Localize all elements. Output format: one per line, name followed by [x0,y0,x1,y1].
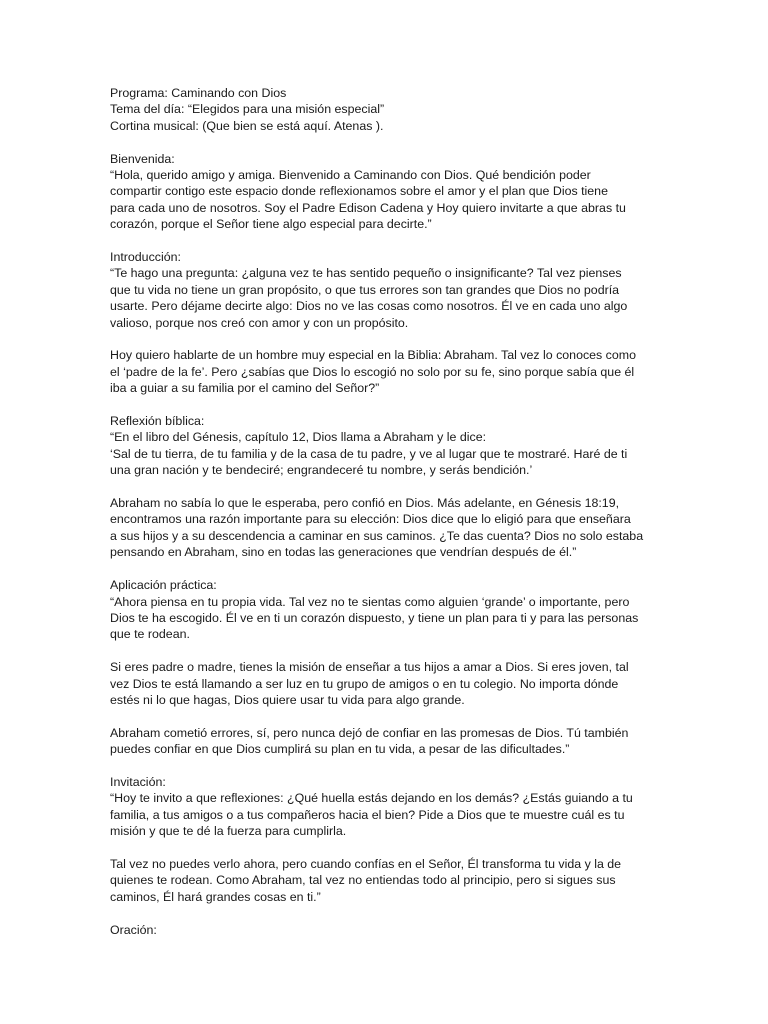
paragraph-line: vez Dios te está llamando a ser luz en tu grupo de amigos o en tu colegio. No importa dónde [110,676,619,691]
paragraph-line: Si eres padre o madre, tienes la misión de enseñar a tus hijos a amar a Dios. Si eres joven, tal [110,660,629,675]
document-page [110,85,662,938]
paragraph-line: iba a guiar a su familia por el camino del Señor?” [110,381,380,396]
paragraph-line: encontramos una razón importante para su elección: Dios dice que lo eligió para que enseñara [110,512,631,527]
paragraph-line: el ‘padre de la fe’. Pero ¿sabías que Dios lo escogió no solo por su fe, sino porque sabía que él [110,364,635,379]
paragraph-line: pensando en Abraham, sino en todas las generaciones que vendrían después de él.” [110,545,577,560]
paragraph-line: valioso, porque nos creó con amor y con un propósito. [110,315,409,330]
paragraph-line: compartir contigo este espacio donde reflexionamos sobre el amor y el plan que Dios tiene [110,184,608,199]
paragraph-line: “En el libro del Génesis, capítulo 12, Dios llama a Abraham y le dice: [110,430,487,445]
spacer [110,905,662,921]
paragraph-line: una gran nación y te bendeciré; engrandeceré tu nombre, y serás bendición.’ [110,463,533,478]
paragraph-line: ‘Sal de tu tierra, de tu familia y de la casa de tu padre, y ve al lugar que te mostraré. Haré de ti [110,446,628,461]
paragraph-line: misión y que te dé la fuerza para cumplirla. [110,824,347,839]
paragraph-line: estés ni lo que hagas, Dios quiere usar tu vida para algo grande. [110,692,465,707]
paragraph-line: que te rodean. [110,627,190,642]
paragraph-line: familia, a tus amigos o a tus compañeros hacia el bien? Pide a Dios que te muestre cuál es tu [110,807,625,822]
paragraph-line: “Hoy te invito a que reflexiones: ¿Qué huella estás dejando en los demás? ¿Estás guiando a tu [110,791,633,806]
paragraph-line: “Ahora piensa en tu propia vida. Tal vez no te sientas como alguien ‘grande’ o importante, pero [110,594,630,609]
section-heading-introduccion: Introducción: [110,250,181,265]
section-heading-oracion: Oración: [110,922,157,937]
paragraph-line: Abraham cometió errores, sí, pero nunca dejó de confiar en las promesas de Dios. Tú también [110,725,629,740]
paragraph-line: puedes confiar en que Dios cumplirá su plan en tu vida, a pesar de las dificultades.” [110,742,570,757]
paragraph-line: “Hola, querido amigo y amiga. Bienvenido a Caminando con Dios. Qué bendición poder [110,168,591,183]
spacer [110,397,662,413]
section-heading-bienvenida: Bienvenida: [110,151,175,166]
paragraph-line: Dios te ha escogido. Él ve en ti un corazón dispuesto, y tiene un plan para ti y para las personas [110,610,639,625]
paragraph-line: para cada uno de nosotros. Soy el Padre Edison Cadena y Hoy quiero invitarte a que abras tu [110,200,626,215]
spacer [110,331,662,347]
music-line: Cortina musical: (Que bien se está aquí. Atenas ). [110,118,384,133]
spacer [110,233,662,249]
paragraph-line: “Te hago una pregunta: ¿alguna vez te has sentido pequeño o insignificante? Tal vez pienses [110,266,622,281]
section-heading-reflexion: Reflexión bíblica: [110,414,205,429]
paragraph-line: Abraham no sabía lo que le esperaba, pero confió en Dios. Más adelante, en Génesis 18:19, [110,496,620,511]
spacer [110,643,662,659]
paragraph-line: que tu vida no tiene un gran propósito, o que tus errores son tan grandes que Dios no podría [110,282,620,297]
spacer [110,479,662,495]
spacer [110,134,662,150]
paragraph-line: caminos, Él hará grandes cosas en ti.” [110,889,321,904]
paragraph-line: quienes te rodean. Como Abraham, tal vez no entiendas todo al principio, pero si sigues sus [110,873,616,888]
topic-line: Tema del día: “Elegidos para una misión especial” [110,102,385,117]
paragraph-line: corazón, porque el Señor tiene algo especial para decirte.” [110,217,432,232]
spacer [110,758,662,774]
paragraph-line: Hoy quiero hablarte de un hombre muy especial en la Biblia: Abraham. Tal vez lo conoces como [110,348,636,363]
paragraph-line: Tal vez no puedes verlo ahora, pero cuando confías en el Señor, Él transforma tu vida y la de [110,856,622,871]
program-line: Programa: Caminando con Dios [110,86,287,100]
spacer [110,840,662,856]
paragraph-line: usarte. Pero déjame decirte algo: Dios no ve las cosas como nosotros. Él ve en cada uno algo [110,299,628,314]
paragraph-line: a sus hijos y a su descendencia a caminar en sus caminos. ¿Te das cuenta? Dios no solo estaba [110,528,644,543]
spacer [110,708,662,724]
spacer [110,561,662,577]
section-heading-invitacion: Invitación: [110,774,166,789]
section-heading-aplicacion: Aplicación práctica: [110,578,217,593]
